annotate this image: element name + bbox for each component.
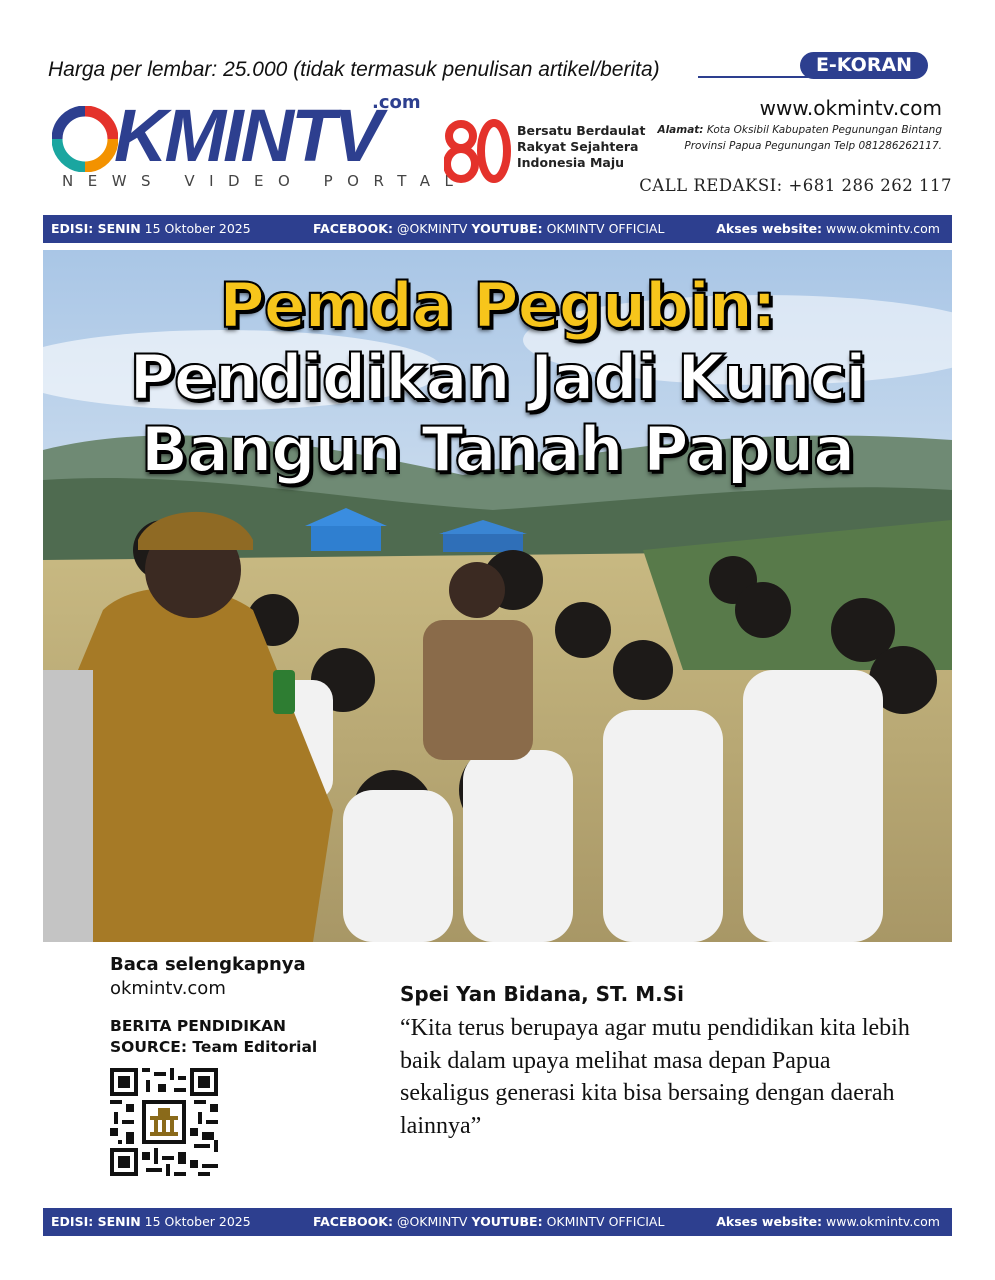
edition-info — [51, 1208, 251, 1236]
youtube-handle[interactable]: OKMINTV OFFICIAL — [542, 221, 665, 236]
facebook-handle[interactable]: @OKMINTV — [392, 1214, 472, 1229]
logo-wordmark: KMINTV — [114, 94, 380, 177]
youtube-handle[interactable]: OKMINTV OFFICIAL — [542, 1214, 665, 1229]
eighty-emblem-icon — [444, 118, 512, 184]
logo-ring-icon — [52, 106, 118, 172]
edition-date: 15 Oktober 2025 — [140, 1214, 251, 1229]
facebook-label: FACEBOOK: — [313, 221, 393, 236]
address-line-2: Provinsi Papua Pegunungan Telp 081286262117. — [684, 140, 942, 152]
edition-bar-top — [43, 215, 952, 243]
logo-dotcom: .com — [372, 92, 421, 113]
call-redaksi: CALL REDAKSI: +681 286 262 117 — [639, 176, 952, 195]
address-label: Alamat: — [657, 124, 704, 136]
read-more-url[interactable]: okmintv.com — [110, 978, 226, 999]
edition-label: EDISI: SENIN — [51, 221, 141, 236]
headline-line-3: Bangun Tanah Papua — [140, 413, 855, 486]
anniversary-slogan — [517, 123, 645, 171]
address-block — [600, 122, 942, 154]
access-url[interactable]: www.okmintv.com — [822, 1214, 940, 1229]
youtube-label: YOUTUBE: — [471, 1214, 543, 1229]
slogan-line-3: Indonesia Maju — [517, 155, 625, 170]
access-label: Akses website: — [716, 1214, 823, 1229]
edition-info — [51, 215, 251, 243]
logo-tagline: NEWS VIDEO PORTAL — [62, 172, 468, 190]
headline-line-2: Pendidikan Jadi Kunci — [129, 341, 866, 414]
access-info — [716, 215, 940, 243]
e-koran-badge: E-KORAN — [800, 52, 928, 79]
social-info — [313, 215, 664, 243]
facebook-handle[interactable]: @OKMINTV — [392, 221, 472, 236]
speaker-quote: “Kita terus berupaya agar mutu pendidikan kita lebih baik dalam upaya melihat masa depan Papua sekaligus generasi kita bisa bersaing dengan daerah lainnya” — [400, 1015, 910, 1139]
headline-line-1: Pemda Pegubin: — [219, 269, 776, 342]
edition-date: 15 Oktober 2025 — [140, 221, 251, 236]
slogan-line-2: Rakyat Sejahtera — [517, 139, 639, 154]
social-info — [313, 1208, 664, 1236]
facebook-label: FACEBOOK: — [313, 1214, 393, 1229]
access-url[interactable]: www.okmintv.com — [822, 221, 940, 236]
read-more-label: Baca selengkapnya — [110, 954, 306, 975]
address-line-1: Kota Oksibil Kabupaten Pegunungan Bintang — [706, 124, 942, 136]
edition-label: EDISI: SENIN — [51, 1214, 141, 1229]
access-info — [716, 1208, 940, 1236]
speaker-name: Spei Yan Bidana, ST. M.Si — [400, 982, 684, 1006]
price-note: Harga per lembar: 25.000 (tidak termasuk penulisan artikel/berita) — [48, 58, 660, 81]
access-label: Akses website: — [716, 221, 823, 236]
article-source: SOURCE: Team Editorial — [110, 1038, 318, 1056]
okmintv-logo[interactable] — [52, 92, 468, 196]
anniversary-logo — [444, 118, 646, 184]
article-meta — [110, 1016, 317, 1058]
slogan-line-1: Bersatu Berdaulat — [517, 123, 646, 138]
website-url[interactable]: www.okmintv.com — [759, 96, 942, 120]
edition-bar-bottom — [43, 1208, 952, 1236]
article-category: BERITA PENDIDIKAN — [110, 1017, 287, 1035]
headline — [43, 270, 952, 486]
youtube-label: YOUTUBE: — [471, 221, 543, 236]
badge-underline — [698, 76, 808, 78]
qr-code-icon[interactable] — [110, 1068, 218, 1176]
